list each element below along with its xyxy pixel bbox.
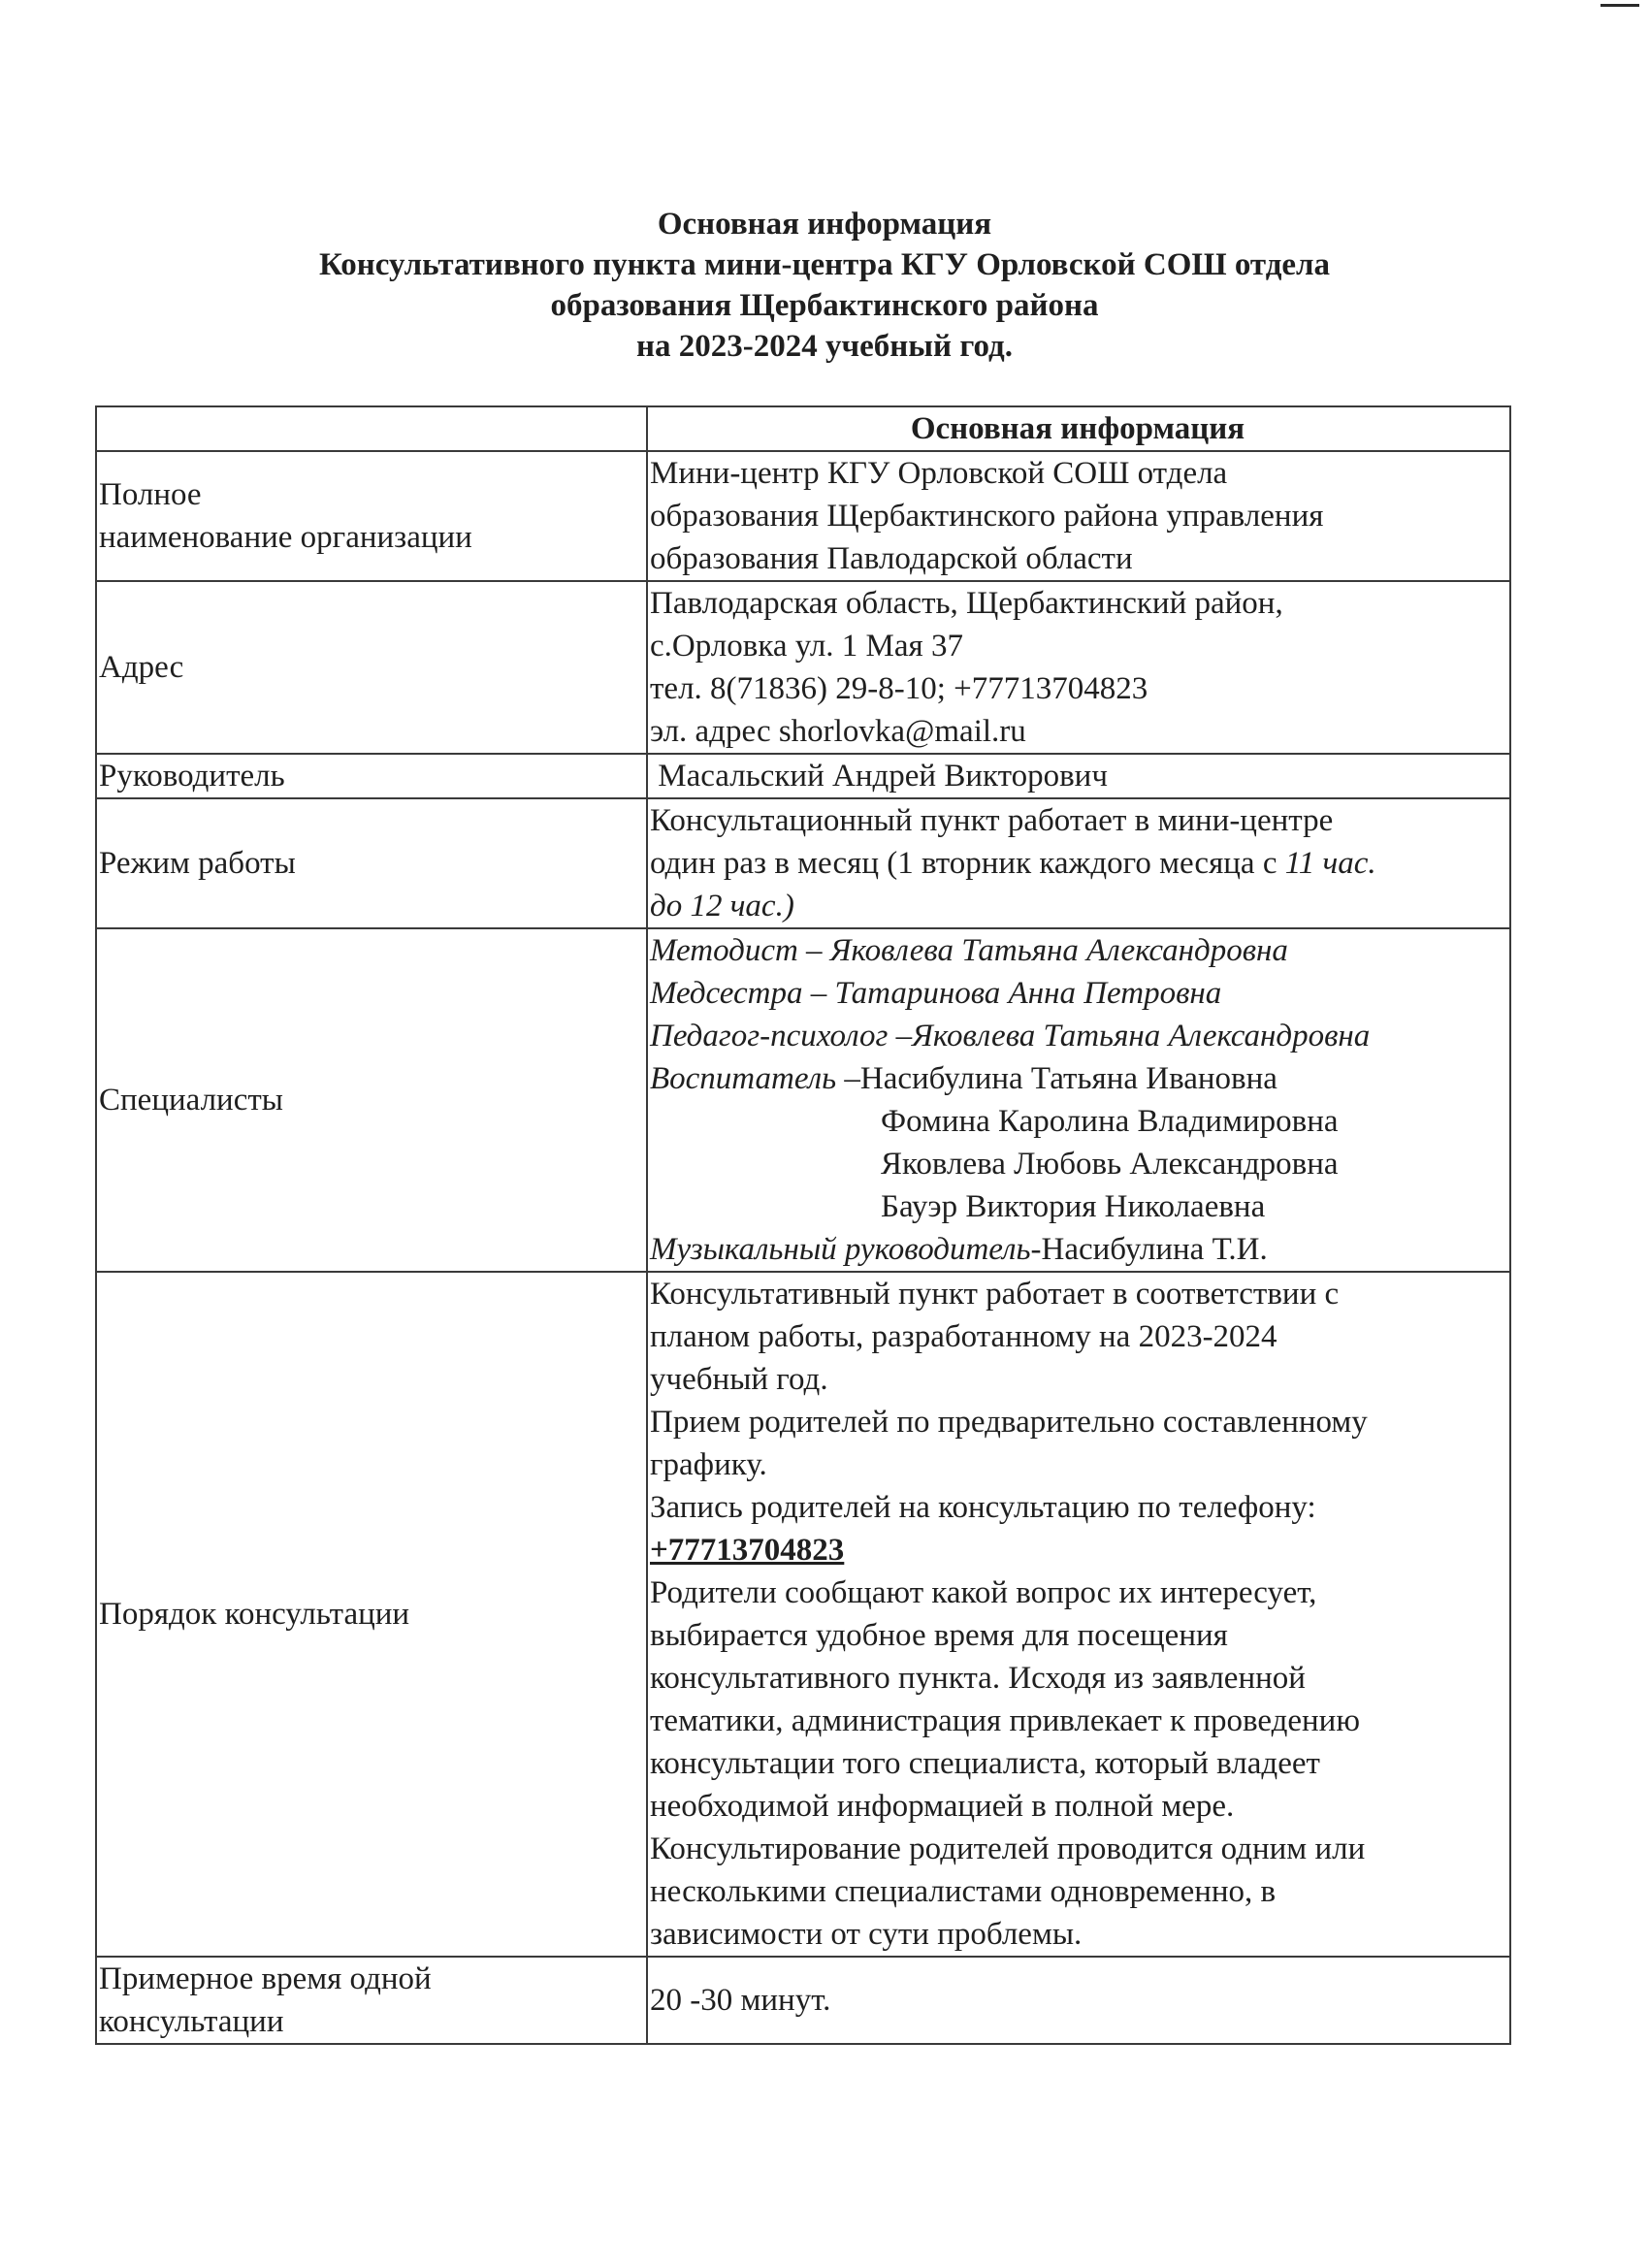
- procedure-line: тематики, администрация привлекает к проведению: [650, 1703, 1360, 1738]
- procedure-phone-line: [650, 1529, 1505, 1571]
- procedure-line: планом работы, разработанному на 2023-2024: [650, 1319, 1277, 1354]
- schedule-start-time: 11 час.: [1284, 846, 1376, 881]
- schedule-line-2: [650, 842, 1505, 885]
- document-title: [0, 204, 1649, 367]
- specialists-value: [647, 928, 1510, 1272]
- music-role: Музыкальный руководитель: [650, 1232, 1031, 1267]
- educator-name: –Насибулина Татьяна Ивановна: [836, 1061, 1277, 1096]
- educator-role: Воспитатель: [650, 1061, 837, 1096]
- schedule-label: Режим работы: [96, 798, 647, 928]
- table-header-row: [96, 406, 1510, 451]
- title-line-2: Консультативного пункта мини-центра КГУ Орловской СОШ отдела: [318, 247, 1331, 282]
- address-line-street: с.Орловка ул. 1 Мая 37: [650, 629, 963, 664]
- specialist-educator-extra: Яковлева Любовь Александровна: [881, 1147, 1339, 1182]
- address-line-region: Павлодарская область, Щербактинский район,: [650, 586, 1283, 621]
- org-name-label-line-2: наименование организации: [99, 520, 472, 555]
- address-value: [647, 581, 1510, 754]
- head-person-name: Масальский Андрей Викторович: [650, 759, 1108, 794]
- specialist-educator-extra: Бауэр Виктория Николаевна: [881, 1189, 1266, 1224]
- org-name-label-line-1: Полное: [99, 477, 202, 512]
- table-header-cell: Основная информация: [647, 406, 1510, 451]
- duration-label: [96, 1957, 647, 2044]
- row-duration: [96, 1957, 1510, 2044]
- org-name-value-line: образования Павлодарской области: [650, 541, 1133, 576]
- info-table: [95, 405, 1511, 2045]
- specialist-methodist: Методист – Яковлева Татьяна Александровна: [650, 933, 1288, 968]
- head-person-label: Руководитель: [96, 754, 647, 798]
- title-line-4: на 2023-2024 учебный год.: [636, 329, 1013, 364]
- procedure-value: [647, 1272, 1510, 1957]
- row-specialists: [96, 928, 1510, 1272]
- procedure-line: несколькими специалистами одновременно, в: [650, 1874, 1277, 1909]
- specialist-psychologist: Педагог-психолог –Яковлева Татьяна Александровна: [650, 1019, 1371, 1053]
- schedule-end-time: до 12 час.): [650, 889, 794, 923]
- specialist-music: [650, 1228, 1505, 1271]
- row-address: [96, 581, 1510, 754]
- procedure-line: учебный год.: [650, 1362, 828, 1397]
- scan-edge-mark: [1600, 4, 1639, 7]
- title-line-3: образования Щербактинского района: [550, 288, 1099, 323]
- specialists-label: Специалисты: [96, 928, 647, 1272]
- title-line-1: Основная информация: [657, 207, 992, 242]
- specialist-educator-extra: Фомина Каролина Владимировна: [881, 1104, 1339, 1139]
- schedule-line-2-text: один раз в месяц (1 вторник каждого месяца с: [650, 846, 1285, 881]
- procedure-line: необходимой информацией в полной мере.: [650, 1789, 1235, 1824]
- procedure-line: консультативного пункта. Исходя из заявленной: [650, 1661, 1306, 1696]
- procedure-line: Консультативный пункт работает в соответствии с: [650, 1277, 1340, 1312]
- specialist-educator: [650, 1057, 1505, 1100]
- procedure-line: выбирается удобное время для посещения: [650, 1618, 1228, 1653]
- row-head-person: [96, 754, 1510, 798]
- procedure-line: Консультирование родителей проводится одним или: [650, 1831, 1366, 1866]
- specialist-nurse: Медсестра – Татаринова Анна Петровна: [650, 976, 1222, 1011]
- org-name-value-line: образования Щербактинского района управления: [650, 499, 1324, 534]
- procedure-line: зависимости от сути проблемы.: [650, 1917, 1083, 1952]
- row-org-name: [96, 451, 1510, 581]
- org-name-value-line: Мини-центр КГУ Орловской СОШ отдела: [650, 456, 1228, 491]
- procedure-line: консультации того специалиста, который владеет: [650, 1746, 1320, 1781]
- address-line-phone: тел. 8(71836) 29-8-10; +77713704823: [650, 671, 1148, 706]
- procedure-line: Родители сообщают какой вопрос их интересует,: [650, 1575, 1317, 1610]
- music-name: -Насибулина Т.И.: [1030, 1232, 1268, 1267]
- row-procedure: [96, 1272, 1510, 1957]
- procedure-line: Прием родителей по предварительно составленному: [650, 1405, 1368, 1440]
- duration-label-line-2: консультации: [99, 2004, 284, 2039]
- procedure-line: Запись родителей на консультацию по телефону:: [650, 1490, 1316, 1525]
- org-name-value: [647, 451, 1510, 581]
- head-person-value: [647, 754, 1510, 798]
- procedure-label: Порядок консультации: [96, 1272, 647, 1957]
- duration-value: 20 -30 минут.: [647, 1957, 1510, 2044]
- row-schedule: [96, 798, 1510, 928]
- header-empty-cell: [96, 406, 647, 451]
- procedure-phone-number: +77713704823: [650, 1533, 845, 1568]
- org-name-label: [96, 451, 647, 581]
- address-label: Адрес: [96, 581, 647, 754]
- address-line-email: эл. адрес shorlovka@mail.ru: [650, 714, 1026, 749]
- schedule-value: [647, 798, 1510, 928]
- duration-label-line-1: Примерное время одной: [99, 1961, 432, 1996]
- schedule-line-1: Консультационный пункт работает в мини-центре: [650, 803, 1334, 838]
- procedure-line: графику.: [650, 1447, 767, 1482]
